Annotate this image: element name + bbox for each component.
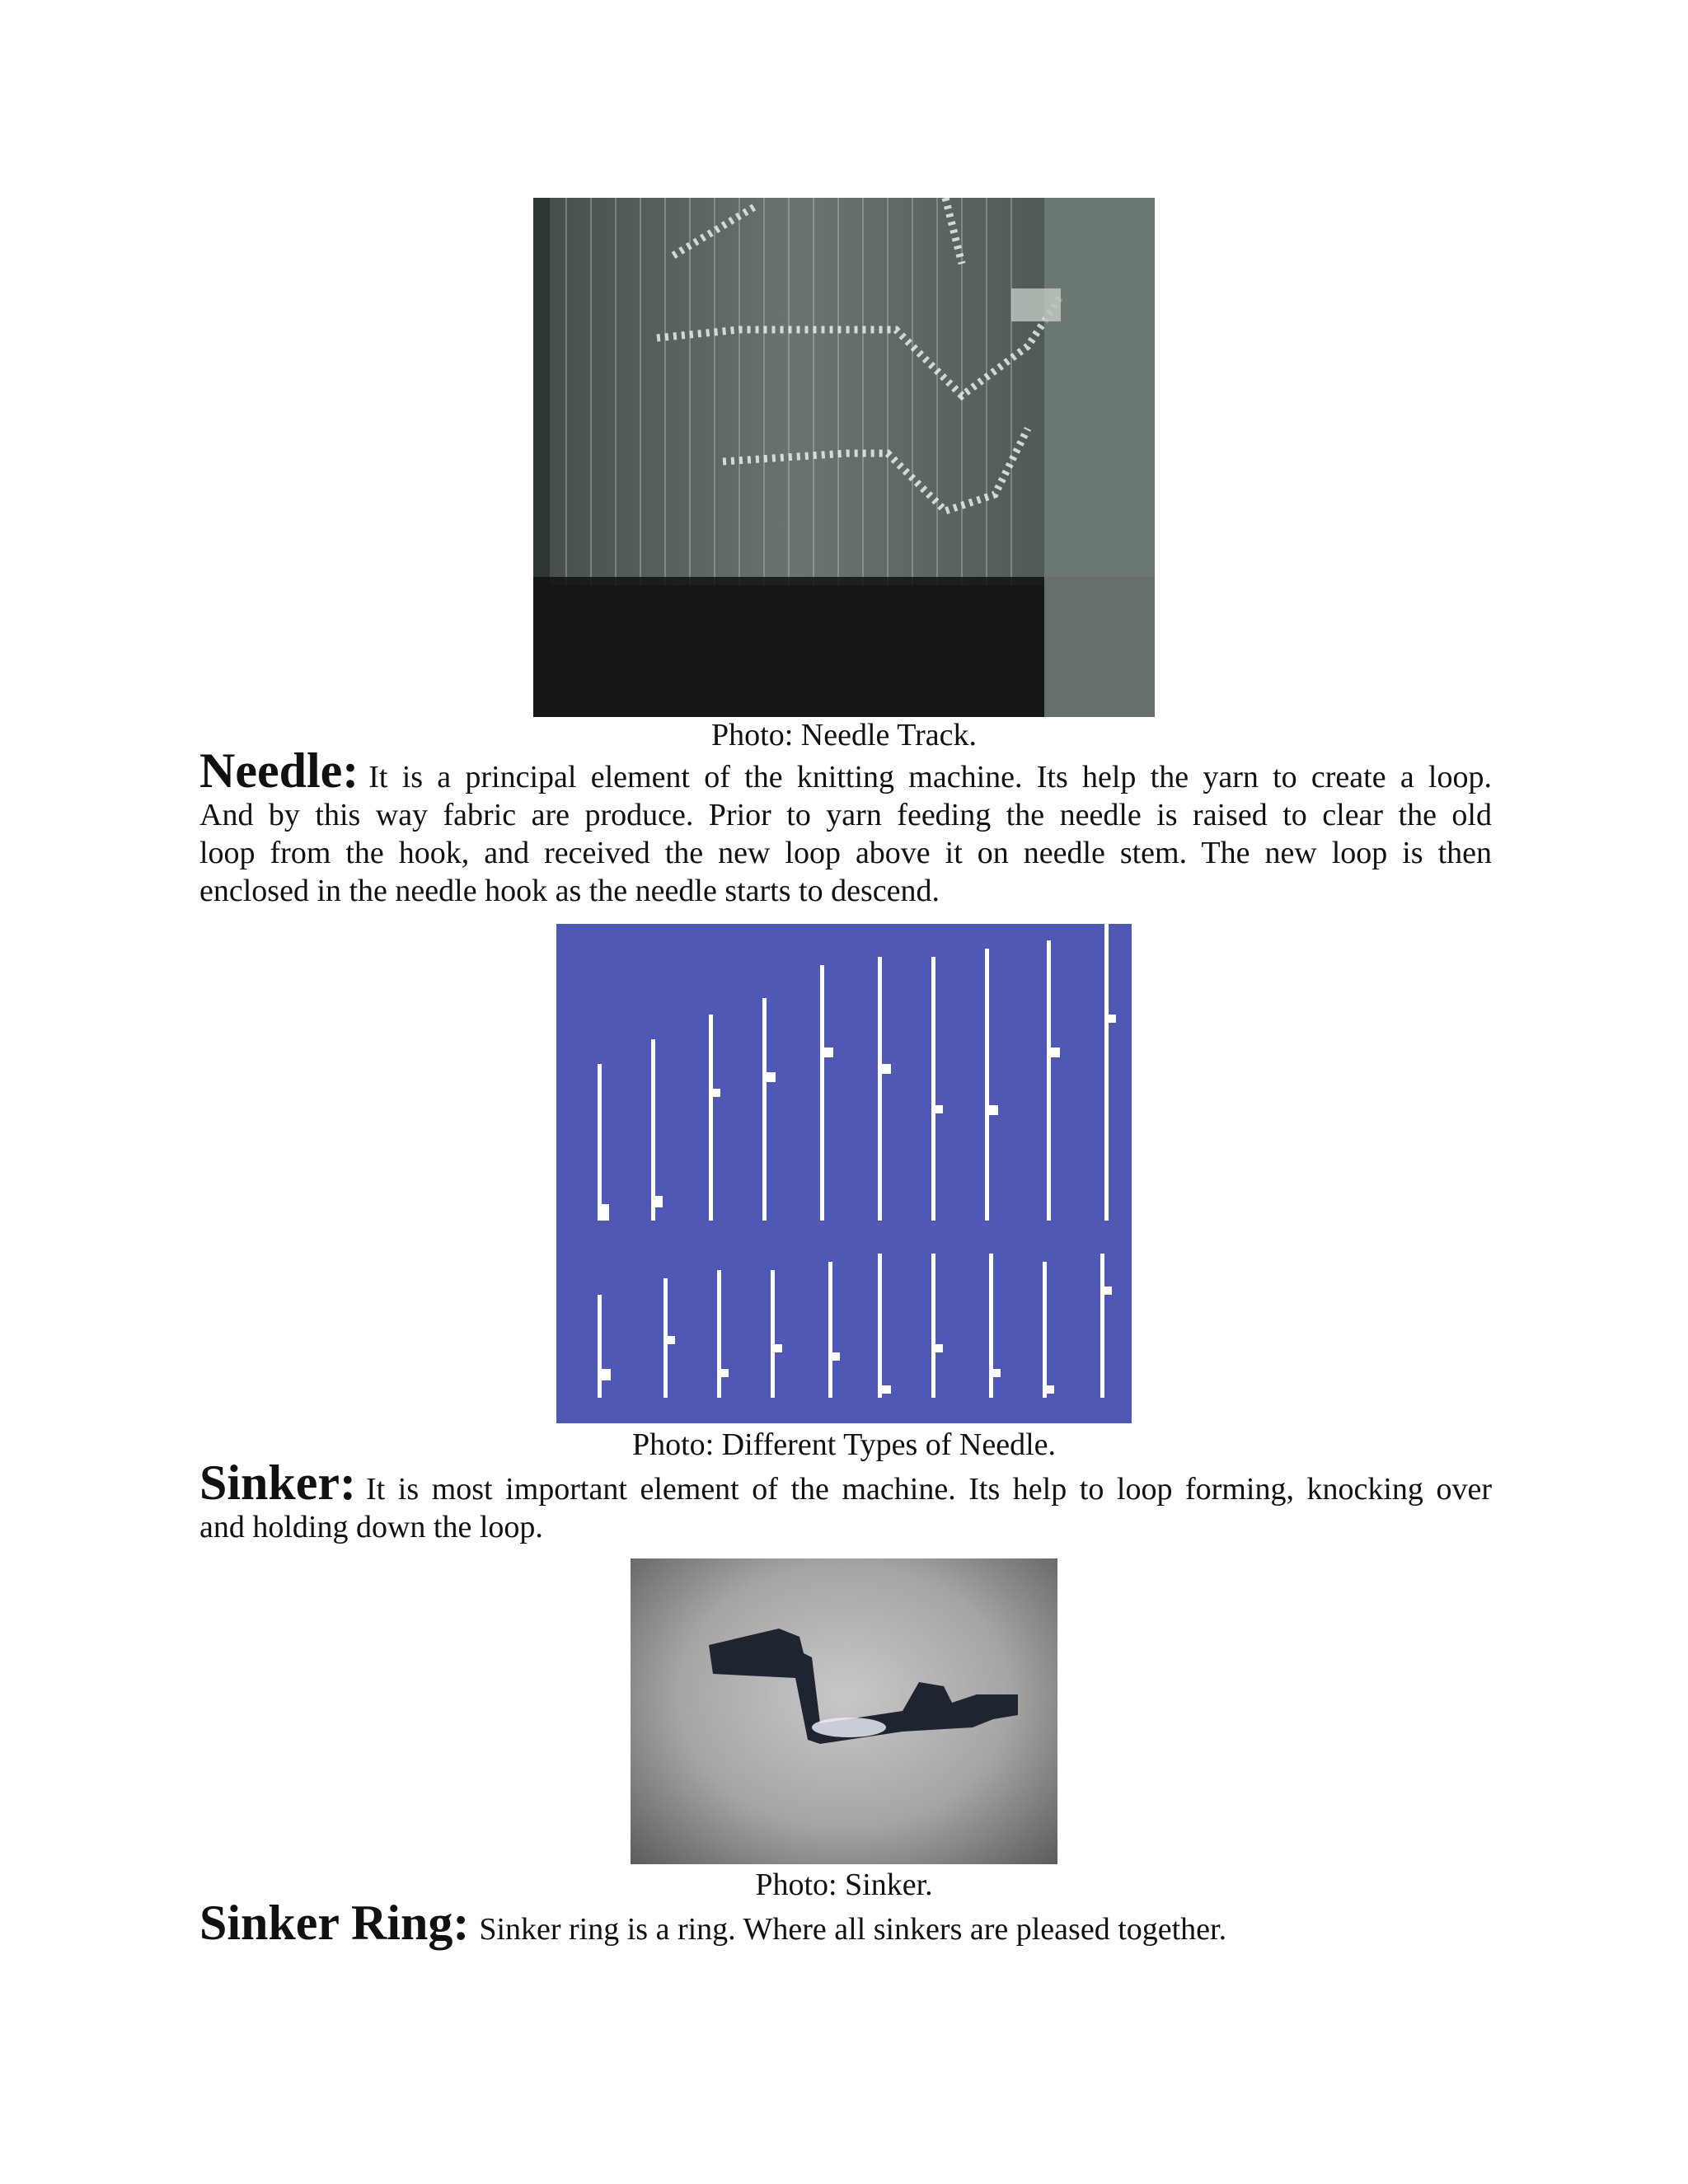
sinker-term: Sinker: <box>199 1455 357 1510</box>
needle-text-line: loop from the hook, and received the new loop above it on needle stem. The new loop is then <box>199 836 1492 870</box>
needle-text-line: enclosed in the needle hook as the needle starts to descend. <box>199 874 940 908</box>
sinker-text-line: It is most important element of the machine. Its help to loop forming, knocking over <box>366 1472 1492 1507</box>
sinker-ring-text-line: Sinker ring is a ring. Where all sinkers are pleased together. <box>479 1912 1227 1947</box>
sinker-image <box>631 1558 1057 1864</box>
sinker-caption: Photo: Sinker. <box>755 1868 933 1902</box>
needle-types-caption: Photo: Different Types of Needle. <box>631 1427 1057 1462</box>
needle-track-photo <box>533 198 1155 717</box>
sinker-text-line: and holding down the loop. <box>199 1510 543 1544</box>
needle-text-line: And by this way fabric are produce. Prior to yarn feeding the needle is raised to clear the old <box>199 798 1492 832</box>
needle-text-line: It is a principal element of the knitting machine. Its help the yarn to create a loop. <box>368 760 1492 794</box>
sinker-photo <box>631 1558 1057 1864</box>
needle-section <box>199 743 1492 910</box>
sinker-section <box>199 1455 1492 1546</box>
needle-types-photo <box>556 924 1132 1423</box>
needle-track-caption: Photo: Needle Track. <box>711 718 977 752</box>
needle-types-image <box>556 924 1132 1423</box>
needle-term: Needle: <box>199 743 359 798</box>
sinker-ring-section <box>199 1896 1492 1950</box>
needle-track-image <box>533 198 1155 717</box>
sinker-ring-term: Sinker Ring: <box>199 1896 470 1950</box>
